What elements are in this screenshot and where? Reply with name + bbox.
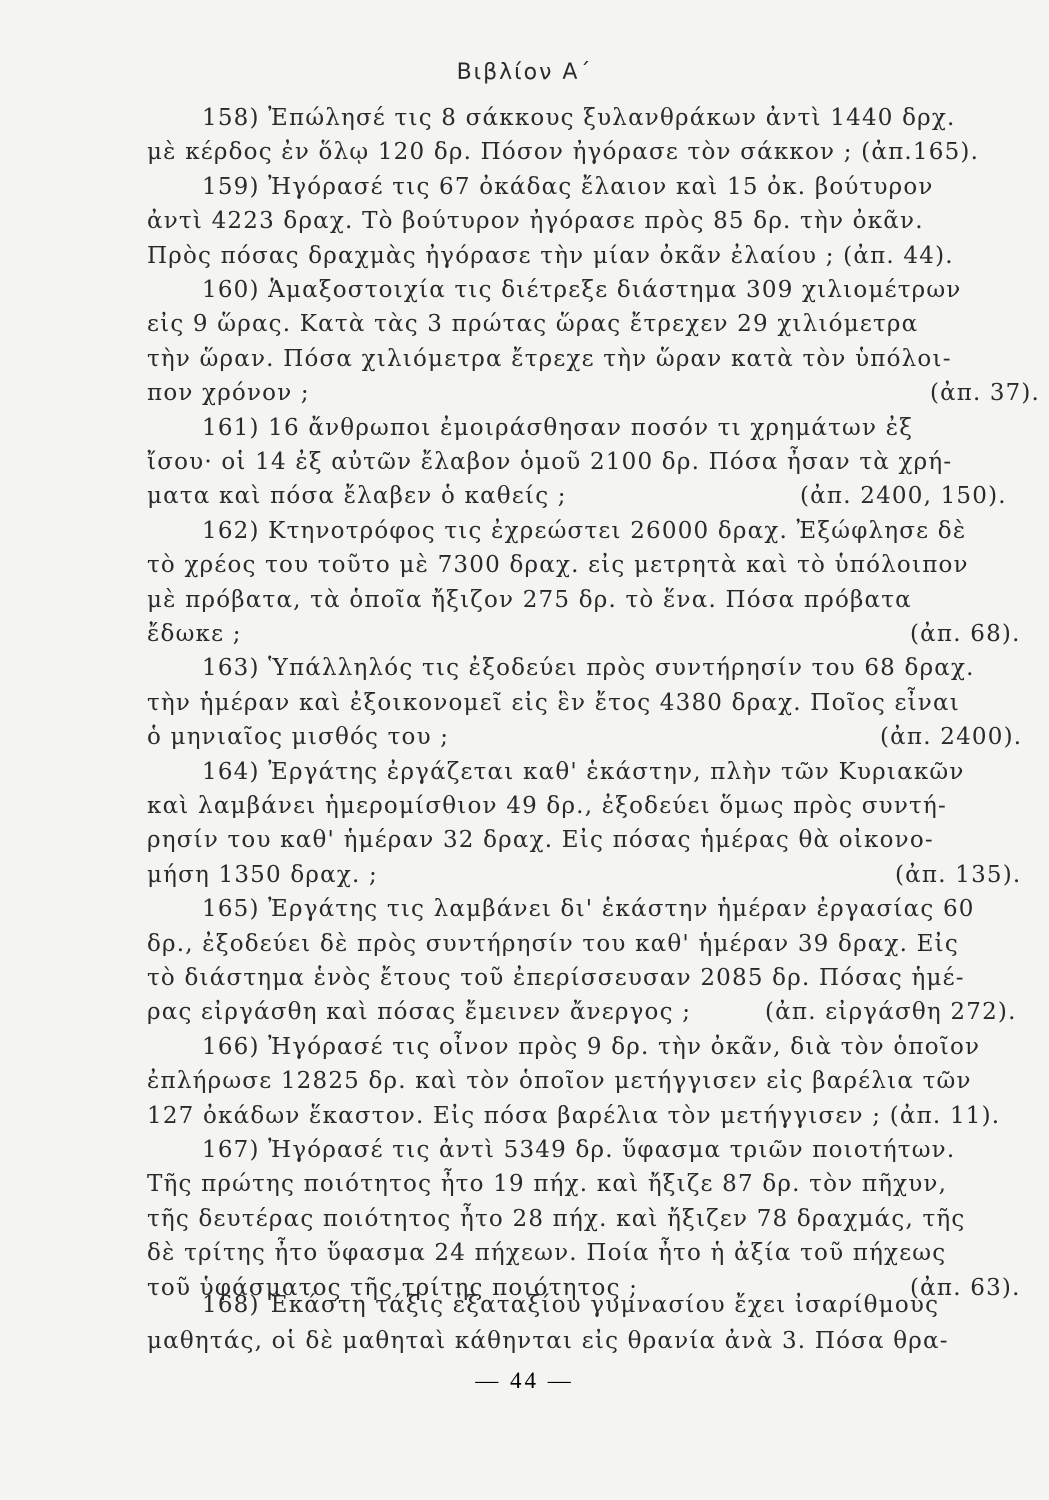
text-line: μήση 1350 δραχ. ; <box>147 861 378 888</box>
text-line: τὴν ἡμέραν καὶ ἐξοικονομεῖ εἰς ἓν ἔτος 4380 δραχ. Ποῖος εἶναι <box>147 689 960 716</box>
text-line: δρ., ἐξοδεύει δὲ πρὸς συντήρησίν του καθ' ἡμέραν 39 δραχ. Εἰς <box>147 930 959 957</box>
text-line: 158) Ἐπώλησέ τις 8 σάκκους ξυλανθράκων ἀντὶ 1440 δρχ. <box>202 105 956 131</box>
text-line: 167) Ἠγόρασέ τις ἀντὶ 5349 δρ. ὕφασμα τριῶν ποιοτήτων. <box>202 1137 956 1163</box>
text-line: 168) Ἑκάστη τάξις ἑξαταξίου γυμνασίου ἔχει ἰσαρίθμους <box>202 1292 940 1318</box>
text-line: ἴσου· οἱ 14 ἐξ αὐτῶν ἔλαβον ὁμοῦ 2100 δρ. Πόσα ἦσαν τὰ χρή- <box>147 449 953 475</box>
text-line: 161) 16 ἄνθρωποι ἐμοιράσθησαν ποσόν τι χρημάτων ἐξ <box>202 414 914 441</box>
answer: (ἀπ. 37). <box>930 380 1040 407</box>
text-line: εἰς 9 ὥρας. Κατὰ τὰς 3 πρώτας ὥρας ἔτρεχεν 29 χιλιόμετρα <box>147 311 919 338</box>
text-line: μὲ πρόβατα, τὰ ὁποῖα ἤξιζον 275 δρ. τὸ ἕνα. Πόσα πρόβατα <box>147 586 912 613</box>
text-line: τὸ διάστημα ἑνὸς ἔτους τοῦ ἐπερίσσευσαν 2085 δρ. Πόσας ἡμέ- <box>147 965 965 991</box>
text-line: μὲ κέρδος ἐν ὅλῳ 120 δρ. Πόσον ἠγόρασε τὸν σάκκον ; (ἀπ.165). <box>147 139 980 166</box>
text-line: Πρὸς πόσας δραχμὰς ἠγόρασε τὴν μίαν ὀκᾶν ἐλαίου ; (ἀπ. 44). <box>147 242 954 269</box>
answer: (ἀπ. 63). <box>910 1274 1021 1301</box>
text-line: ἐπλήρωσε 12825 δρ. καὶ τὸν ὁποῖον μετήγγισεν εἰς βαρέλια τῶν <box>147 1068 972 1095</box>
text-line: τοῦ ὑφάσματος τῆς τρίτης ποιότητος ; <box>147 1274 639 1301</box>
text-line: Τῆς πρώτης ποιότητος ἦτο 19 πήχ. καὶ ἤξιζε 87 δρ. τὸν πῆχυν, <box>147 1171 948 1198</box>
text-line: 160) Ἁμαξοστοιχία τις διέτρεξε διάστημα 309 χιλιομέτρων <box>202 277 962 303</box>
text-line: 166) Ἠγόρασέ τις οἶνον πρὸς 9 δρ. τὴν ὀκᾶν, διὰ τὸν ὁποῖον <box>202 1033 981 1060</box>
text-line: 163) Ὑπάλληλός τις ἐξοδεύει πρὸς συντήρησίν του 68 δραχ. <box>202 655 975 682</box>
text-line: 165) Ἐργάτης τις λαμβάνει δι' ἑκάστην ἡμέραν ἐργασίας 60 <box>202 896 975 923</box>
text-line: ματα καὶ πόσα ἔλαβεν ὁ καθείς ; <box>147 483 567 510</box>
page-number: — 44 — <box>475 1368 574 1393</box>
text-line: ἀντὶ 4223 δραχ. Τὸ βούτυρον ἠγόρασε πρὸς 85 δρ. τὴν ὀκᾶν. <box>147 208 924 235</box>
text-line: καὶ λαμβάνει ἡμερομίσθιον 49 δρ., ἐξοδεύει ὅμως πρὸς συντή- <box>147 793 947 819</box>
text-line: ἔδωκε ; <box>147 621 242 647</box>
text-line: μαθητάς, οἱ δὲ μαθηταὶ κάθηνται εἰς θρανία ἀνὰ 3. Πόσα θρα- <box>147 1328 949 1354</box>
text-line: πον χρόνον ; <box>147 380 310 407</box>
answer: (ἀπ. 2400). <box>880 724 1023 751</box>
text-line: ρας εἰργάσθη καὶ πόσας ἔμεινεν ἄνεργος ; <box>147 999 692 1026</box>
text-line: τὸ χρέος του τοῦτο μὲ 7300 δραχ. εἰς μετρητὰ καὶ τὸ ὑπόλοιπον <box>147 552 969 579</box>
text-line: 127 ὀκάδων ἕκαστον. Εἰς πόσα βαρέλια τὸν μετήγγισεν ; (ἀπ. 11). <box>147 1102 1001 1129</box>
answer: (ἀπ. 2400, 150). <box>800 483 1007 510</box>
text-line: δὲ τρίτης ἦτο ὕφασμα 24 πήχεων. Ποία ἦτο ἡ ἀξία τοῦ πήχεως <box>147 1240 947 1267</box>
answer: (ἀπ. 68). <box>910 621 1021 647</box>
text-line: 159) Ἠγόρασέ τις 67 ὀκάδας ἔλαιον καὶ 15 ὀκ. βούτυρον <box>202 173 934 200</box>
answer: (ἀπ. 135). <box>895 861 1022 888</box>
text-line: ρησίν του καθ' ἡμέραν 32 δραχ. Εἰς πόσας ἡμέρας θὰ οἰκονο- <box>147 827 934 854</box>
text-line: τὴν ὥραν. Πόσα χιλιόμετρα ἔτρεχε τὴν ὥραν κατὰ τὸν ὑπόλοι- <box>147 345 952 372</box>
text-line: 164) Ἐργάτης ἐργάζεται καθ' ἑκάστην, πλὴν τῶν Κυριακῶν <box>202 758 965 785</box>
text-line: τῆς δευτέρας ποιότητος ἦτο 28 πήχ. καὶ ἤξιζεν 78 δραχμάς, τῆς <box>147 1205 966 1232</box>
text-line: ὁ μηνιαῖος μισθός του ; <box>147 724 450 751</box>
running-header: Βιβλίον Α΄ <box>456 60 593 85</box>
answer: (ἀπ. εἰργάσθη 272). <box>765 999 1017 1026</box>
text-line: 162) Κτηνοτρόφος τις ἐχρεώστει 26000 δραχ. Ἐξώφλησε δὲ <box>202 517 967 544</box>
